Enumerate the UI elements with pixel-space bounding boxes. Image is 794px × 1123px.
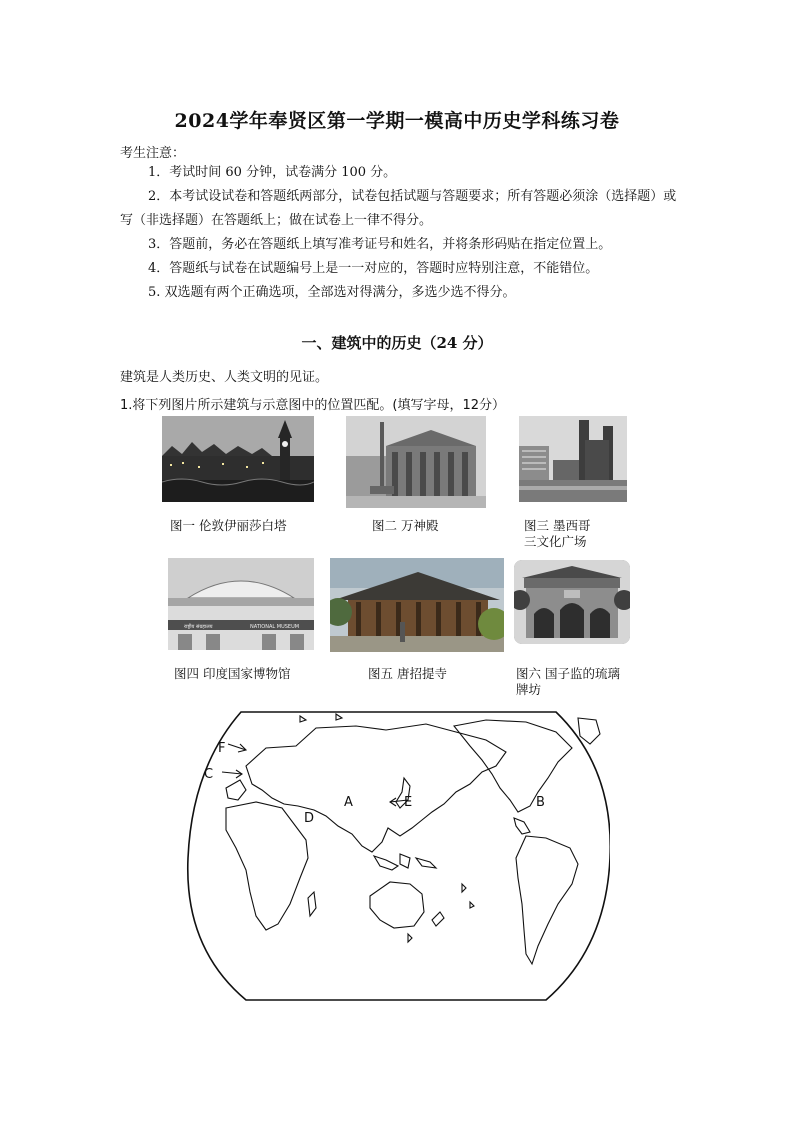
- caption-figure-6-line2: 牌坊: [516, 682, 542, 697]
- caption-figure-4: 图四 印度国家博物馆: [174, 666, 291, 681]
- map-label-c: C: [204, 767, 214, 782]
- map-label-b: B: [536, 795, 545, 810]
- world-map: [186, 708, 610, 1004]
- caption-figure-1: 图一 伦敦伊丽莎白塔: [170, 518, 287, 533]
- caption-figure-6: [516, 666, 620, 698]
- map-label-e: E: [404, 795, 413, 810]
- caption-figure-5: 图五 唐招提寺: [368, 666, 447, 681]
- notice-list: [120, 161, 680, 305]
- notice-item-4: 4．答题纸与试卷在试题编号上是一一对应的，答题时应特别注意，不能错位。: [148, 261, 599, 276]
- question-1: 1.将下列图片所示建筑与示意图中的位置匹配。(填写字母，12分）: [120, 398, 506, 413]
- notice-item-1: 1．考试时间 60 分钟，试卷满分 100 分。: [148, 165, 397, 180]
- photo-elizabeth-tower: [162, 416, 314, 502]
- section-title: 一、建筑中的历史（24 分）: [301, 334, 493, 352]
- map-label-a: A: [344, 795, 353, 810]
- sign-hindi: राष्ट्रीय संग्रहालय: [184, 624, 213, 630]
- photo-guozijian-archway: [514, 560, 630, 644]
- map-label-d: D: [304, 811, 315, 826]
- notice-item-3: 3．答题前，务必在答题纸上填写准考证号和姓名，并将条形码贴在指定位置上。: [148, 237, 612, 252]
- page-title: 2024学年奉贤区第一学期一模高中历史学科练习卷: [174, 110, 620, 132]
- map-label-f: F: [218, 741, 226, 756]
- notice-item-5: 5. 双选题有两个正确选项，全部选对得满分，多选少选不得分。: [148, 285, 516, 300]
- caption-figure-3-line1: 图三 墨西哥: [524, 518, 591, 533]
- section-intro: 建筑是人类历史、人类文明的见证。: [120, 370, 329, 385]
- photo-pantheon: [346, 416, 486, 508]
- caption-figure-2: 图二 万神殿: [372, 518, 439, 533]
- caption-figure-3-line2: 三文化广场: [524, 534, 587, 549]
- notice-heading: 考生注意：: [120, 146, 186, 161]
- photo-india-national-museum: [168, 558, 314, 650]
- notice-item-2: 2．本考试设试卷和答题纸两部分，试卷包括试题与答题要求；所有答题必须涂（选择题）或写（非选择题）在答题纸上；做在试卷上一律不得分。: [120, 189, 677, 228]
- sign-english: NATIONAL MUSEUM: [250, 624, 300, 630]
- caption-figure-6-line1: 图六 国子监的琉璃: [516, 666, 620, 681]
- photo-three-cultures-plaza: [519, 416, 627, 502]
- photo-toshodaiji: [330, 558, 504, 652]
- caption-figure-3: [524, 518, 590, 550]
